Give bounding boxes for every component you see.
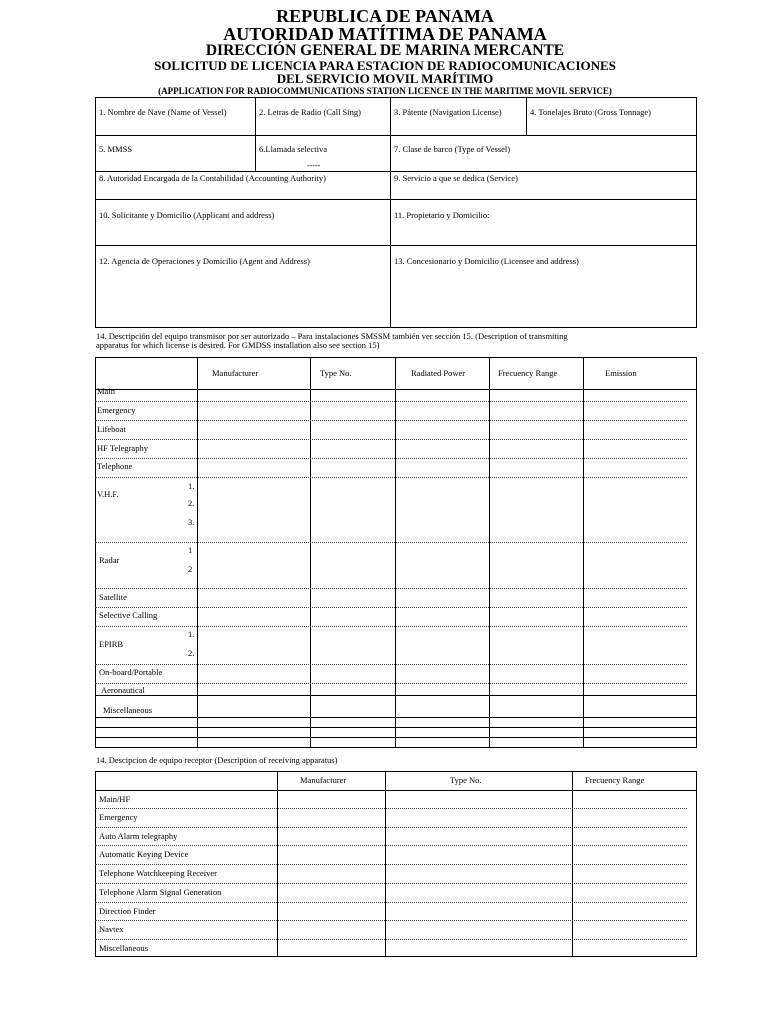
header-direccion: DIRECCIÓN GENERAL DE MARINA MERCANTE (205, 42, 565, 59)
header-servicio: DEL SERVICIO MOVIL MARÍTIMO (276, 71, 494, 86)
tx-row-lifeboat: Lifeboat (97, 424, 126, 434)
rx-col-type-no: Type No. (450, 775, 482, 785)
rx-row-alarm-signal: Telephone Alarm Signal Generation (99, 887, 222, 897)
tx-row-epirb-1: 1. (188, 629, 195, 639)
rx-row-main-hf: Main/HF (99, 794, 131, 804)
tx-col-frequency-range: Frecuency Range (498, 368, 558, 378)
tx-row-vhf: V.H.F. (97, 489, 119, 499)
tx-row-vhf-1: 1. (188, 481, 195, 491)
header-solicitud: SOLICITUD DE LICENCIA PARA ESTACION DE RADIOCOMUNICACIONES (154, 58, 616, 73)
rx-row-automatic-keying: Automatic Keying Device (99, 849, 189, 859)
tx-row-epirb: EPIRB (99, 639, 124, 649)
field-navigation-license[interactable]: 3. Pátente (Navigation License) (394, 107, 502, 117)
rx-row-emergency: Emergency (99, 812, 138, 822)
field-selective-call[interactable]: 6.Llamada selectiva (259, 144, 327, 154)
rx-col-frequency-range: Frecuency Range (585, 775, 645, 785)
tx-row-radar-2: 2 (188, 564, 193, 574)
tx-row-emergency: Emergency (97, 405, 136, 415)
transmitter-desc-line1: 14. Descripción del equipo transmisor por ser autorizado – Para instalaciones SMSSM también ver sección 15. (Description of transmiting (96, 331, 568, 341)
tx-col-manufacturer: Manufacturer (212, 368, 259, 378)
header-republica: REPUBLICA DE PANAMA (276, 6, 494, 26)
tx-row-radar-1: 1 (188, 545, 193, 555)
field-applicant-address[interactable]: 10. Solicitante y Domicilio (Applicant and address) (99, 210, 275, 220)
tx-row-main: Main (97, 386, 115, 396)
header-autoridad: AUTORIDAD MATÍTIMA DE PANAMA (223, 24, 547, 44)
field-owner-address[interactable]: 11. Propietario y Domicilio: (394, 210, 490, 220)
field-accounting-authority[interactable]: 8. Autoridad Encargada de la Contabilidad (Accounting Authority) (99, 173, 326, 183)
tx-row-miscellaneous: Miscellaneous (103, 705, 153, 715)
rx-row-navtex: Navtex (99, 924, 124, 934)
rx-row-direction-finder: Direction Finder (99, 906, 156, 916)
field-agent-address[interactable]: 12. Agencia de Operaciones y Domicilio (Agent and Address) (99, 256, 310, 266)
field-call-sign[interactable]: 2. Letras de Radio (Call Sing) (259, 107, 361, 117)
field-gross-tonnage[interactable]: 4. Tonelajes Bruto (Gross Tonnage) (530, 107, 652, 117)
field-service[interactable]: 9. Servicio a que se dedica (Service) (394, 173, 518, 183)
tx-row-epirb-2: 2. (188, 648, 195, 658)
tx-row-vhf-3: 3. (188, 517, 195, 527)
field-vessel-type[interactable]: 7. Clase de barco (Type of Vessel) (394, 144, 511, 154)
tx-row-telephone: Telephone (97, 461, 133, 471)
tx-row-hf-telegraphy: HF Telegraphy (97, 443, 148, 453)
field-vessel-name[interactable]: 1. Nombre de Nave (Name of Vessel) (99, 107, 227, 117)
tx-row-radar: Radar (99, 555, 120, 565)
tx-col-type-no: Type No. (320, 368, 352, 378)
rx-row-auto-alarm: Auto Alarm telegraphy (99, 831, 178, 841)
rx-col-manufacturer: Manufacturer (300, 775, 347, 785)
field-licensee-address[interactable]: 13. Concesionario y Domicilio (Licensee and address) (394, 256, 579, 266)
field-mmss[interactable]: 5. MMSS (99, 144, 133, 154)
tx-row-aeronautical: Aeronautical (101, 685, 145, 695)
rx-row-miscellaneous: Miscellaneous (99, 943, 149, 953)
tx-row-selective-calling: Selective Calling (99, 610, 158, 620)
receiver-desc: 14. Descipcion de equipo receptor (Description of receiving apparatus) (96, 755, 338, 765)
tx-row-satellite: Satellite (99, 592, 127, 602)
tx-row-vhf-2: 2. (188, 498, 195, 508)
tx-row-onboard-portable: On-board/Portable (99, 667, 163, 677)
field-selective-call-dash: ----- (307, 161, 321, 170)
tx-col-radiated-power: Radiated Power (411, 368, 466, 378)
tx-col-emission: Emission (605, 368, 637, 378)
header-application-en: (APPLICATION FOR RADIOCOMMUNICATIONS STATION LICENCE IN THE MARITIME MOVIL SERVICE) (158, 86, 612, 96)
transmitter-desc-line2: apparatus for which license is desired. For GMDSS installation also see section 15) (96, 340, 380, 350)
rx-row-watchkeeping: Telephone Watchkeeping Receiver (99, 868, 217, 878)
